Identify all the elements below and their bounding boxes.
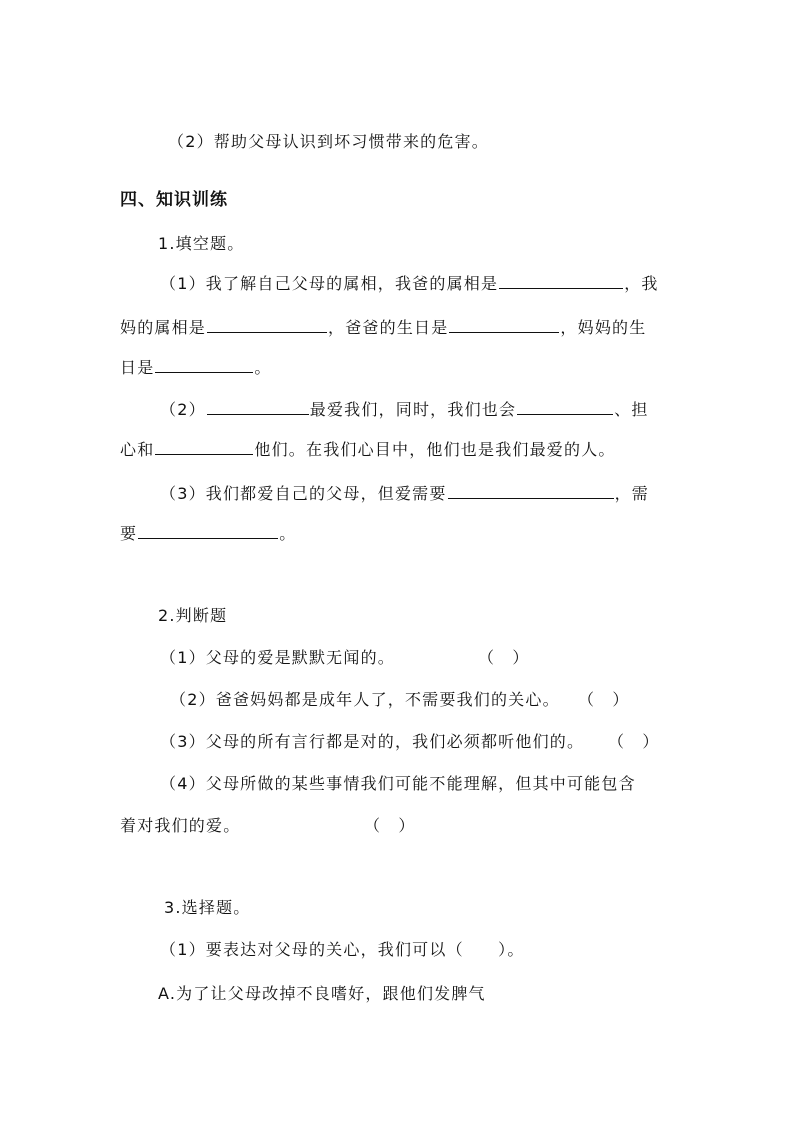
section-heading: 四、知识训练: [120, 190, 228, 210]
q1-item1-text-a: （1）我了解自己父母的属相，我爸的属相是: [160, 274, 499, 293]
q2-item4-line2: 着对我们的爱。: [120, 816, 241, 835]
q1-item1-text-b: ，我: [624, 274, 659, 293]
fill-blank-love-needs-1[interactable]: [448, 482, 614, 499]
q1-item3-text-b: ，需: [614, 484, 649, 503]
q1-item1-text-c: 妈的属相是: [120, 318, 207, 337]
q1-item2-text-c: 、担: [614, 400, 649, 419]
q1-item3-text-a: （3）我们都爱自己的父母，但爱需要: [160, 484, 447, 503]
q1-item3-line2: [120, 522, 296, 546]
q2-item4-line1: （4）父母所做的某些事情我们可能不能理解，但其中可能包含: [160, 774, 636, 793]
q3-item1: （1）要表达对父母的关心，我们可以（ ）。: [160, 940, 525, 959]
fill-blank-worry-verb[interactable]: [155, 438, 253, 455]
q1-item3-line1: [160, 482, 649, 506]
q2-item2: （2）爸爸妈妈都是成年人了，不需要我们的关心。: [170, 690, 560, 709]
q1-title: 1.填空题。: [158, 234, 245, 253]
q1-item2-text-a: （2）: [160, 400, 206, 419]
q2-item3: （3）父母的所有言行都是对的，我们必须都听他们的。: [160, 732, 585, 751]
fill-blank-care-verb[interactable]: [517, 398, 613, 415]
q1-item2-text-d: 心和: [120, 440, 155, 459]
q1-item1-line1: [160, 272, 659, 296]
q2-item2-answer-paren[interactable]: （ ）: [578, 690, 630, 709]
q1-item1-line2: [120, 316, 646, 340]
q3-title: 3.选择题。: [164, 898, 251, 917]
q2-item3-answer-paren[interactable]: （ ）: [608, 732, 660, 751]
q1-item3-text-d: 。: [279, 524, 297, 543]
fill-blank-love-needs-2[interactable]: [138, 522, 278, 539]
q1-item1-text-f: 日是: [120, 358, 155, 377]
q1-item3-text-c: 要: [120, 524, 138, 543]
q1-item2-line1: [160, 398, 649, 422]
q3-option-a[interactable]: A.为了让父母改掉不良嗜好，跟他们发脾气: [158, 984, 486, 1003]
fill-blank-dad-zodiac[interactable]: [499, 272, 623, 289]
q1-item1-text-d: ，爸爸的生日是: [328, 318, 449, 337]
fill-blank-mom-zodiac[interactable]: [207, 316, 327, 333]
q1-item1-text-e: ，妈妈的生: [560, 318, 647, 337]
prev-item-2: （2）帮助父母认识到坏习惯带来的危害。: [168, 132, 489, 151]
q2-item1-answer-paren[interactable]: （ ）: [478, 648, 530, 667]
q1-item2-line2: [120, 438, 616, 462]
q2-item4-answer-paren[interactable]: （ ）: [364, 816, 416, 835]
q1-item2-text-e: 他们。在我们心目中，他们也是我们最爱的人。: [254, 440, 616, 459]
fill-blank-dad-birthday[interactable]: [449, 316, 559, 333]
q2-item1: （1）父母的爱是默默无闻的。: [160, 648, 395, 667]
q1-item1-text-g: 。: [254, 358, 272, 377]
q1-item2-text-b: 最爱我们，同时，我们也会: [309, 400, 517, 419]
q2-title: 2.判断题: [158, 606, 228, 625]
q1-item1-line3: [120, 356, 272, 380]
fill-blank-who-loves[interactable]: [207, 398, 309, 415]
fill-blank-mom-birthday[interactable]: [155, 356, 253, 373]
